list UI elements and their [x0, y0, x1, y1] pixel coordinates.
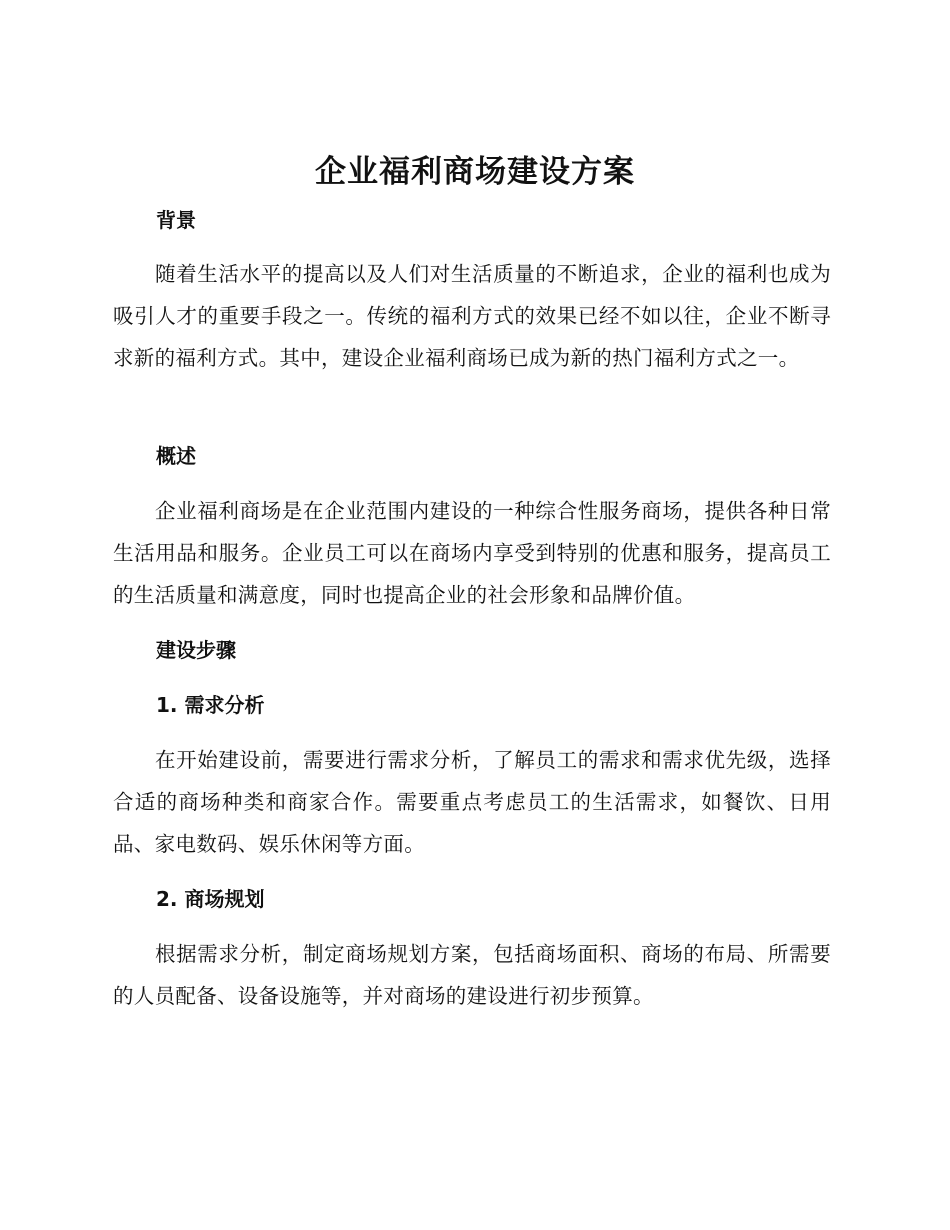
section-paragraph-mall-planning: 根据需求分析，制定商场规划方案，包括商场面积、商场的布局、所需要的人员配备、设备设施等，并对商场的建设进行初步预算。	[113, 942, 831, 1008]
section-heading-overview: 概述	[156, 444, 196, 468]
section-heading-needs-analysis: 1. 需求分析	[156, 693, 265, 717]
section-heading-mall-planning: 2. 商场规划	[156, 887, 265, 911]
section-paragraph-background: 随着生活水平的提高以及人们对生活质量的不断追求，企业的福利也成为吸引人才的重要手段之一。传统的福利方式的效果已经不如以往，企业不断寻求新的福利方式。其中，建设企业福利商场已成为新的热门福利方式之一。	[113, 262, 831, 370]
document-title: 企业福利商场建设方案	[315, 154, 635, 190]
section-heading-background: 背景	[156, 208, 196, 232]
section-paragraph-overview: 企业福利商场是在企业范围内建设的一种综合性服务商场，提供各种日常生活用品和服务。企业员工可以在商场内享受到特别的优惠和服务，提高员工的生活质量和满意度，同时也提高企业的社会形象和品牌价值。	[113, 499, 831, 607]
section-paragraph-needs-analysis: 在开始建设前，需要进行需求分析，了解员工的需求和需求优先级，选择合适的商场种类和商家合作。需要重点考虑员工的生活需求，如餐饮、日用品、家电数码、娱乐休闲等方面。	[113, 748, 831, 856]
section-heading-build-steps: 建设步骤	[156, 638, 236, 662]
